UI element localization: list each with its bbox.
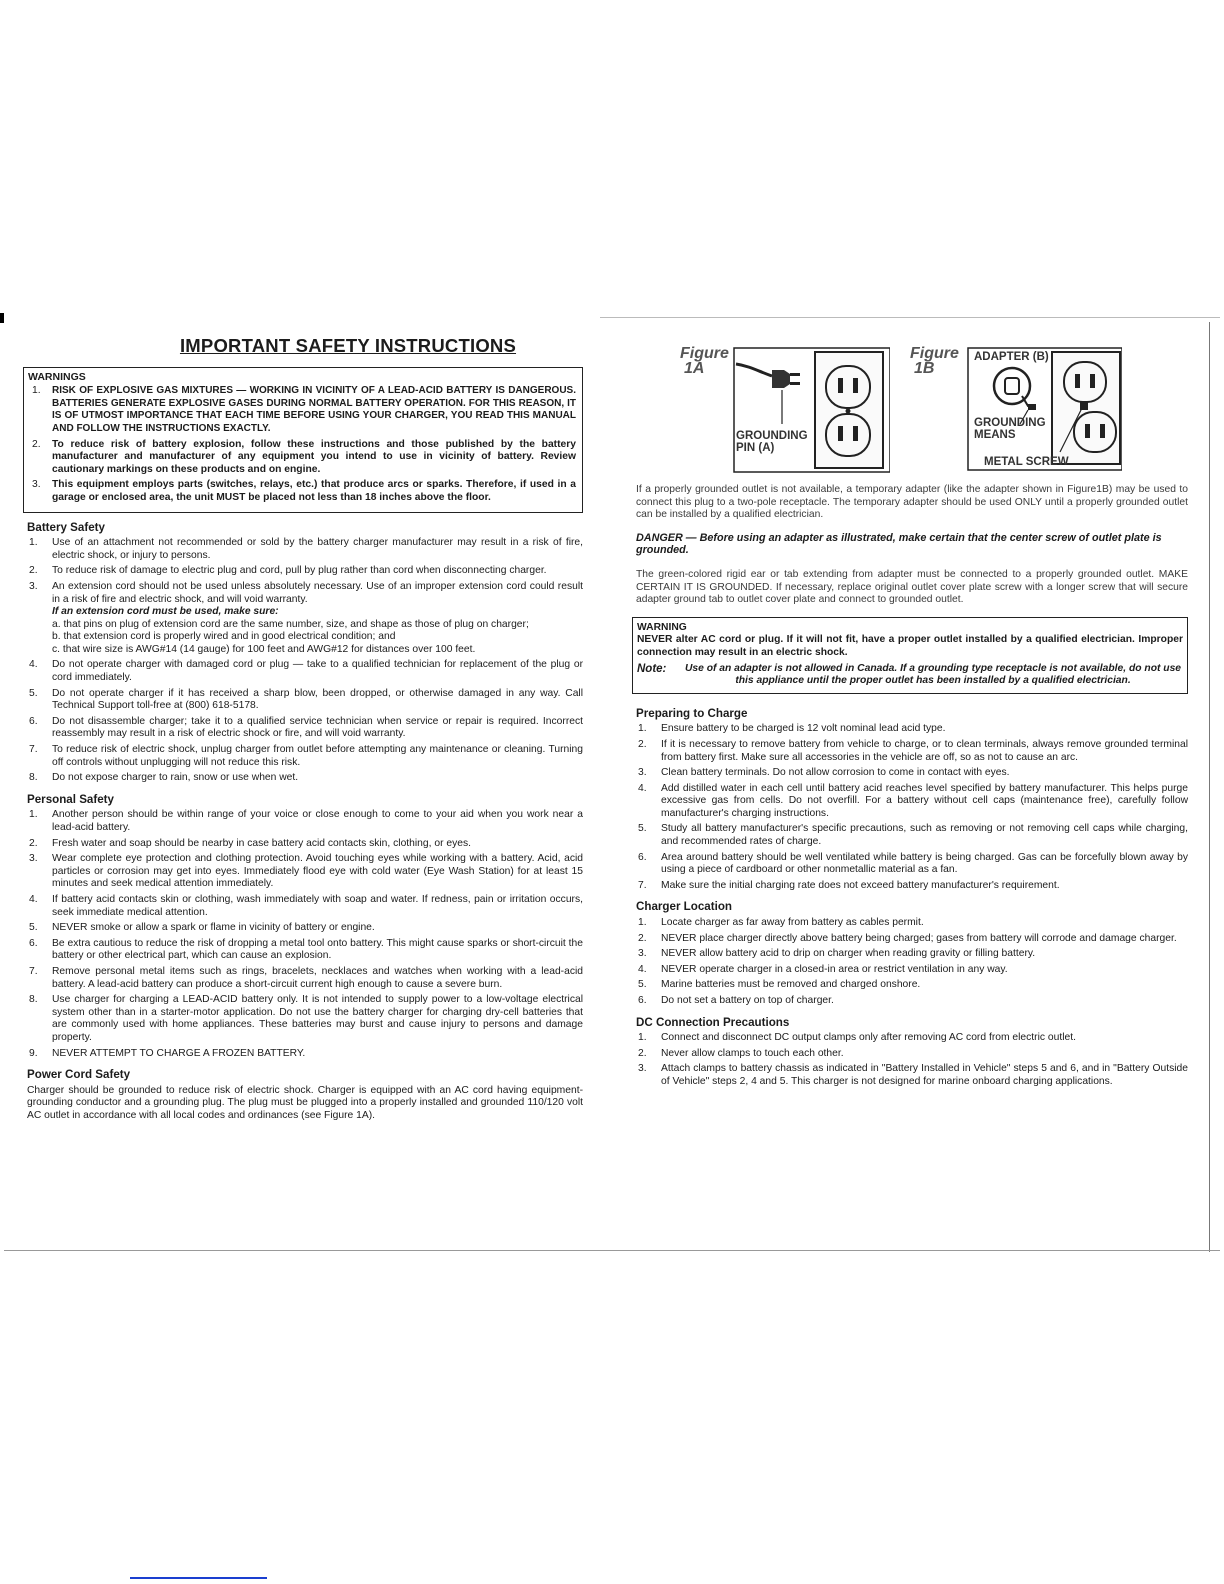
item-text: NEVER operate charger in a closed-in area or restrict ventilation in any way. [661,963,1008,975]
list-item [29,938,583,963]
item-num: 1. [638,1032,647,1044]
note-label: Note: [637,662,667,675]
list-item [638,823,1188,848]
list-item [29,966,583,991]
item-num: 8. [29,772,38,784]
item-num: 6. [638,851,647,863]
item-text: Clean battery terminals. Do not allow corrosion to come in contact with eyes. [661,767,1010,779]
adapter-paragraph: If a properly grounded outlet is not available, a temporary adapter (like the adapter shown in Figure1B) may be used to connect this plug to a two-pole receptacle. The temporary adapter should be used ONLY until a properly grounded outlet can be installed by a qualified electrician. [636,484,1188,521]
dc-precautions-heading: DC Connection Precautions [636,1015,790,1029]
list-item [29,922,583,935]
item-text: Do not set a battery on top of charger. [661,995,834,1006]
charger-location-list [632,917,1188,1008]
list-item [29,659,583,684]
power-cord-heading: Power Cord Safety [27,1068,131,1082]
top-rule [600,317,1220,318]
danger-notice: DANGER — Before using an adapter as illustrated, make certain that the center screw of outlet plate is grounded. [636,531,1162,557]
caption-line: PIN (A) [736,442,775,454]
item-num: 2. [638,738,647,750]
item-num: 2. [638,932,647,944]
item-text: Wear complete eye protection and clothing protection. Avoid touching eyes while working with a battery. Acid, acid particles or corrosion may get into eyes. Immediately flood eye with cold water (Eye Wash Station) for at least 15 minutes and seek medical attention immediately. [52,853,583,890]
item-text: To reduce risk of electric shock, unplug charger from outlet before attempting any maintenance or cleaning. Turning off controls without unplugging will not reduce this risk. [52,744,583,768]
item-text: Connect and disconnect DC output clamps only after removing AC cord from electric outlet. [661,1032,1076,1044]
figure-1b-label [910,346,959,376]
item-text: Add distilled water in each cell until battery acid reaches level specified by battery manufacturer. This helps purge excessive gas from cells. Do not overfill. For a battery without cell caps (maintenance free), carefully follow manufacturer's charging instructions. [661,782,1188,819]
note-text: Use of an adapter is not allowed in Canada. If a grounding type receptacle is not available, do not use this appliance until the proper outlet has been installed by a qualified electrician. [684,662,1182,687]
list-item [638,852,1188,877]
warning-box [632,617,1188,694]
battery-safety-list [23,537,583,785]
item-num: 1. [29,537,38,549]
list-item [29,565,583,578]
list-item [638,739,1188,764]
item-text: To reduce risk of damage to electric plug and cord, pull by plug rather than cord when disconnecting charger. [52,565,547,577]
item-text: Do not operate charger if it has received a sharp blow, been dropped, or otherwise damaged in any way. Call Technical Support toll-free at (800) 618-5178. [52,687,583,712]
list-item [638,880,1188,893]
figure-word: Figure [680,345,729,362]
item-num: 5. [638,979,647,991]
bottom-rule [4,1250,1220,1251]
item-num: 6. [29,937,38,949]
list-item [638,933,1188,946]
personal-safety-list [23,809,583,1060]
ground-tab-paragraph: The green-colored rigid ear or tab extending from adapter must be connected to a properly grounded outlet. MAKE CERTAIN IT IS GROUNDED. If necessary, replace original outlet cover plate screw with a longer screw that will secure adapter ground tab to outlet cover plate and connect to grounded outlet. [636,568,1188,606]
item-text: An extension cord should not be used unless absolutely necessary. Use of an improper extension cord could result in a risk of fire and electric shock, and will void warranty. [52,580,583,605]
figure-1a-label [680,346,729,376]
canada-note [637,663,1183,688]
item-text: Do not operate charger with damaged cord or plug — take to a qualified technician for replacement of the plug or cord immediately. [52,659,583,684]
item-num: 2. [638,1047,647,1059]
warning-item [28,479,576,504]
item-text: NEVER ATTEMPT TO CHARGE A FROZEN BATTERY. [52,1047,306,1059]
sub-item: a. that pins on plug of extension cord are the same number, size, and shape as those of plug on charger; [52,618,529,630]
item-text: NEVER allow battery acid to drip on charger when reading gravity or filling battery. [661,948,1036,960]
dc-precautions-list [632,1032,1188,1088]
item-num: 3. [29,580,38,592]
list-item [638,979,1188,992]
figure-number: 1B [914,360,935,377]
metal-screw-caption: METAL SCREW [984,456,1069,468]
list-item [638,948,1188,961]
item-num: 6. [29,715,38,727]
extension-cord-subheading: If an extension cord must be used, make sure: [52,606,279,618]
item-num: 1. [638,723,647,735]
list-item [638,783,1188,821]
item-text: NEVER smoke or allow a spark or flame in vicinity of battery or engine. [52,922,375,934]
item-num: 1. [638,917,647,929]
list-item [638,964,1188,977]
item-text: Area around battery should be well ventilated while battery is being charged. Gas can be forcefully blown away by using a piece of cardboard or other nonmetallic material as a fan. [661,851,1188,876]
item-num: 2. [29,837,38,849]
list-item [29,688,583,713]
item-body [52,581,583,657]
item-text: This equipment employs parts (switches, relays, etc.) that produce arcs or sparks. Therefore, if used in a garage or enclosed area, the unit MUST be placed not less than 18 inches above the floor. [52,479,576,503]
right-page-edge [1209,322,1210,1252]
item-text: If battery acid contacts skin or clothing, wash immediately with soap and water. If redness, pain or irritation occurs, seek immediate medical attention. [52,893,583,918]
item-num: 3. [638,1063,647,1075]
warning-text: NEVER alter AC cord or plug. If it will not fit, have a proper outlet installed by a qualified electrician. Improper connection may result in an electric shock. [637,634,1183,658]
item-num: 4. [638,963,647,975]
list-item [638,723,1188,736]
figure-word: Figure [910,345,959,362]
warnings-list [28,385,576,504]
grounding-means-caption [974,417,1046,441]
item-text: Do not expose charger to rain, snow or use when wet. [52,772,299,784]
right-page [632,322,1188,1092]
item-text: Use of an attachment not recommended or sold by the battery charger manufacturer may result in a risk of fire, electric shock, or injury to persons. [52,537,583,561]
item-text: Locate charger as far away from battery as cables permit. [661,917,924,929]
item-text: If it is necessary to remove battery from vehicle to charge, or to clean terminals, always remove grounded terminal from battery first. Make sure all accessories in the vehicle are off, so as not to cause an arc. [661,738,1188,763]
item-num: 9. [29,1047,38,1059]
item-num: 4. [29,659,38,671]
warnings-heading: WARNINGS [28,370,86,383]
item-num: 5. [29,687,38,699]
item-num: 3. [638,767,647,779]
list-item [29,581,583,657]
item-text: Attach clamps to battery chassis as indicated in "Battery Installed in Vehicle" steps 5 and 6, and in "Battery Outside of Vehicle" steps 2, 4 and 5. This charger is not designed for marine onboard charging applications. [661,1063,1188,1087]
list-item [29,744,583,769]
item-text: Never allow clamps to touch each other. [661,1047,844,1059]
item-text: Another person should be within range of your voice or close enough to come to your aid when you work near a lead-acid battery. [52,809,583,833]
personal-safety-heading: Personal Safety [27,792,114,806]
item-num: 4. [638,782,647,794]
sub-item: c. that wire size is AWG#14 (14 gauge) for 100 feet and AWG#12 for distances over 100 feet. [52,643,476,655]
item-num: 6. [638,995,647,1006]
grounding-pin-caption [736,430,808,454]
list-item [638,1063,1188,1088]
item-text: To reduce risk of battery explosion, follow these instructions and those published by the battery manufacturer and manufacturer of any equipment you intend to use in vicinity of battery. Review cautionary markings on these products and on engine. [52,438,576,475]
preparing-heading: Preparing to Charge [636,706,748,720]
caption-line: GROUNDING [736,430,808,442]
page-title: IMPORTANT SAFETY INSTRUCTIONS [179,335,517,356]
item-num: 5. [638,823,647,835]
charger-location-heading: Charger Location [636,900,732,914]
warning-item [28,439,576,477]
item-text: Ensure battery to be charged is 12 volt nominal lead acid type. [661,723,946,735]
scan-edge-mark [0,313,4,323]
item-num: 3. [638,948,647,960]
preparing-list [632,723,1188,892]
item-text: Do not disassemble charger; take it to a qualified service technician when service or repair is required. Incorrect reassembly may result in a risk of electric shock or fire, and will void warranty. [52,715,583,740]
list-item [29,716,583,741]
item-text: NEVER place charger directly above battery being charged; gases from battery will corrode and damage charger. [661,932,1177,944]
warning-heading: WARNING [637,621,687,633]
item-num: 1. [32,385,41,397]
sub-item: b. that extension cord is properly wired and in good electrical condition; and [52,631,396,643]
figure-number: 1A [684,360,705,377]
list-item [29,1048,583,1061]
list-item [29,838,583,851]
item-text: Make sure the initial charging rate does not exceed battery manufacturer's requirement. [661,879,1060,891]
list-item [29,537,583,562]
list-item [638,1032,1188,1045]
list-item [29,853,583,891]
adapter-caption: ADAPTER (B) [974,351,1049,363]
footer-line [130,1577,267,1579]
item-num: 2. [32,438,41,450]
list-item [638,995,1188,1008]
item-num: 7. [638,879,647,891]
figures-row [632,322,1188,474]
list-item [29,772,583,785]
item-text: Fresh water and soap should be nearby in case battery acid contacts skin, clothing, or eyes. [52,837,471,849]
item-num: 5. [29,922,38,934]
figure-1a [680,344,890,474]
list-item [638,767,1188,780]
battery-safety-heading: Battery Safety [27,520,105,534]
list-item [29,809,583,834]
figure-1b [910,344,1122,474]
item-text: Be extra cautious to reduce the risk of dropping a metal tool onto battery. This might cause sparks or short-circuit the battery or other electrical part, which can cause an explosion. [52,937,583,962]
item-num: 4. [29,893,38,905]
list-item [29,994,583,1044]
item-num: 1. [29,809,38,821]
item-num: 3. [32,479,41,491]
item-num: 7. [29,744,38,756]
warning-item [28,385,576,435]
warnings-box [23,367,583,513]
item-text: Study all battery manufacturer's specific precautions, such as removing or not removing cell caps while charging, and recommended rates of charge. [661,823,1188,848]
item-text: Use charger for charging a LEAD-ACID battery only. It is not intended to supply power to a low-voltage electrical system other than in a starter-motor application. Do not use the battery charger for charging dry-cell batteries that are commonly used with home appliances. These batteries may burst and cause injury to persons and damage property. [52,994,583,1043]
item-text: Remove personal metal items such as rings, bracelets, necklaces and watches when working with a lead-acid battery. A lead-acid battery can produce a short-circuit current high enough to cause a severe burn. [52,965,583,990]
item-num: 2. [29,565,38,577]
item-text: Marine batteries must be removed and charged onshore. [661,979,921,991]
caption-line: MEANS [974,429,1016,441]
item-text: RISK OF EXPLOSIVE GAS MIXTURES — WORKING IN VICINITY OF A LEAD-ACID BATTERY IS DANGEROUS. BATTERIES GENERATE EXPLOSIVE GASES DURING NORMAL BATTERY OPERATION. FOR THIS REASON, IT IS OF UTMOST IMPORTANCE THAT EACH TIME BEFORE USING YOUR CHARGER, YOU READ THIS MANUAL AND FOLLOW THE INSTRUCTIONS EXACTLY. [52,385,576,434]
item-num: 7. [29,965,38,977]
power-cord-text: Charger should be grounded to reduce risk of electric shock. Charger is equipped with an AC cord having equipment-grounding conductor and a grounding plug. The plug must be plugged into a properly installed and grounded 110/120 volt AC outlet in accordance with all local codes and ordinances (see Figure 1A). [27,1084,583,1121]
left-page [23,322,583,1122]
caption-line: GROUNDING [974,417,1046,429]
list-item [638,917,1188,930]
list-item [638,1048,1188,1061]
item-num: 3. [29,853,38,865]
item-num: 8. [29,994,38,1006]
list-item [29,894,583,919]
